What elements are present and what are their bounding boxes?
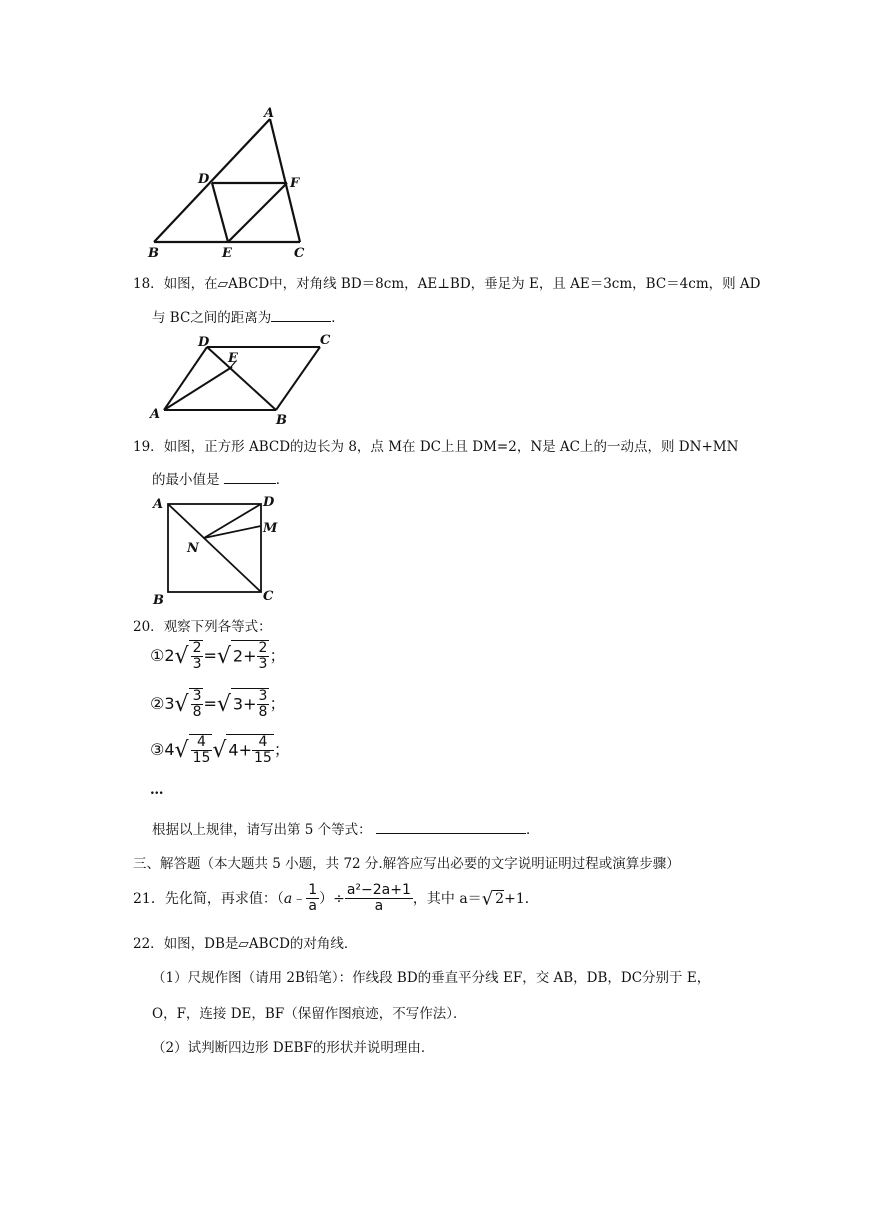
q21-frac1-den: a bbox=[308, 898, 317, 915]
eq2-mark: ② bbox=[150, 693, 165, 713]
label-b: B bbox=[153, 593, 164, 607]
q20-period: ． bbox=[525, 822, 540, 838]
q22-part2: （2）试判断四边形 DEBF的形状并说明理由． bbox=[152, 1040, 435, 1056]
q20-dots: … bbox=[150, 782, 164, 798]
q21-root: 2 bbox=[495, 891, 505, 908]
q22-number: 22． bbox=[133, 936, 164, 952]
q18-line2 bbox=[152, 306, 345, 326]
eq1-coef: 2 bbox=[164, 645, 175, 665]
q21-frac2-den: a bbox=[374, 898, 384, 915]
label-a: A bbox=[150, 407, 161, 422]
q20-title bbox=[133, 615, 272, 635]
q20-eq2: ②3√ $\frac{3}{8}$ =√ 3+ $\frac{3}{8}$ ； bbox=[150, 688, 286, 721]
q21-frac1-num: 1 bbox=[308, 882, 318, 898]
eq3-num: 4 bbox=[191, 735, 213, 751]
eq1-op: = bbox=[203, 645, 217, 665]
q19-text: 如图，正方形 ABCD的边长为 8，点 M在 DC上且 DM=2，N是 AC上的一动点，则 DN+MN bbox=[163, 439, 739, 455]
figure-square bbox=[145, 492, 295, 607]
q18-number: 18． bbox=[133, 276, 164, 292]
eq2-base: 3+ bbox=[232, 694, 257, 714]
eq3-end: ； bbox=[273, 739, 290, 759]
eq2-den: 8 bbox=[192, 704, 202, 721]
q19-line1 bbox=[133, 435, 738, 455]
figure-triangle-def bbox=[140, 105, 320, 265]
q21-frac2-num: a²−2a+1 bbox=[346, 882, 411, 898]
q18-text: 如图，在▱ABCD中，对角线 BD＝8cm，AE⊥BD，垂足为 E，且 AE＝3cm，BC＝4cm，则 AD bbox=[163, 276, 761, 292]
eq2-num: 3 bbox=[192, 688, 202, 704]
q18-line1 bbox=[133, 272, 760, 292]
eq3-den: 15 bbox=[192, 750, 211, 767]
eq2-end: ； bbox=[269, 693, 286, 713]
eq1-mark: ① bbox=[150, 645, 165, 665]
q19-answer-blank[interactable] bbox=[224, 471, 276, 484]
eq2-den2: 8 bbox=[258, 704, 268, 721]
q20-ask-text: 根据以上规律，请写出第 5 个等式： bbox=[152, 822, 372, 838]
label-f: F bbox=[290, 176, 300, 191]
eq3-coef: 4 bbox=[164, 739, 175, 759]
eq1-den: 3 bbox=[192, 656, 202, 673]
eq1-base: 2+ bbox=[232, 646, 257, 666]
label-c: C bbox=[263, 589, 274, 604]
label-d: D bbox=[198, 172, 210, 187]
label-a: A bbox=[264, 106, 275, 121]
label-a: A bbox=[153, 497, 164, 512]
label-c: C bbox=[294, 246, 305, 261]
q21-text: 先化简，再求值：（ bbox=[164, 890, 284, 907]
eq3-base: 4+ bbox=[228, 740, 253, 760]
q20-ask bbox=[152, 818, 539, 838]
q21-text-2: ，其中 a＝ bbox=[412, 890, 482, 907]
eq1-num2: 2 bbox=[258, 640, 268, 656]
label-e: E bbox=[228, 351, 238, 366]
q21-var-a: a bbox=[283, 890, 293, 907]
q22-part1a: （1）尺规作图（请用 2B铅笔）：作线段 BD的垂直平分线 EF，交 AB，DB，DC分别于 E， bbox=[152, 970, 711, 986]
q19-number: 19． bbox=[133, 439, 164, 455]
q21-text-3: +1． bbox=[504, 890, 539, 907]
section-3-heading: 三、解答题（本大题共 5 小题，共 72 分.解答应写出必要的文字说明证明过程或演算步骤） bbox=[133, 856, 680, 872]
eq3-num2: 4 bbox=[252, 735, 274, 751]
eq2-num2: 3 bbox=[258, 688, 268, 704]
label-b: B bbox=[276, 413, 287, 428]
q18-period: ． bbox=[331, 310, 345, 326]
label-e: E bbox=[222, 246, 232, 261]
figure-parallelogram bbox=[140, 330, 360, 430]
q22-line1 bbox=[133, 932, 357, 952]
label-d: D bbox=[198, 335, 210, 350]
q20-eq1: ①2√ $\frac{2}{3}$ =√ 2+ $\frac{2}{3}$ ； bbox=[150, 640, 286, 673]
q20-text: 观察下列各等式： bbox=[163, 619, 272, 635]
eq2-coef: 3 bbox=[164, 693, 175, 713]
q22-text: 如图，DB是▱ABCD的对角线． bbox=[163, 936, 358, 952]
q18-answer-blank[interactable] bbox=[271, 309, 331, 322]
label-b: B bbox=[148, 246, 159, 261]
eq2-op: = bbox=[203, 693, 217, 713]
q21-divide: ）÷ bbox=[319, 890, 345, 907]
label-d: D bbox=[263, 495, 275, 510]
q19-period: ． bbox=[275, 472, 290, 488]
eq1-num: 2 bbox=[192, 640, 202, 656]
q21-minus: ﹣ bbox=[292, 890, 307, 907]
q18-text-2: 与 BC之间的距离为 bbox=[152, 310, 272, 326]
q20-number: 20． bbox=[133, 619, 164, 635]
label-m: M bbox=[263, 521, 278, 536]
q21-number: 21． bbox=[133, 890, 165, 907]
eq1-end: ； bbox=[269, 645, 286, 665]
q20-eq3: ③4√ $\frac{4}{15}$ √ 4+ $\frac{4}{15}$ ； bbox=[150, 734, 290, 767]
label-n: N bbox=[187, 541, 199, 556]
q22-part1b: O，F，连接 DE，BF（保留作图痕迹，不写作法）． bbox=[152, 1006, 467, 1022]
label-c: C bbox=[320, 333, 331, 348]
q21: 21．先化简，再求值：（a﹣ $\frac{1}{a}$ ）÷ $\frac{\text{a²−2a+1}}{a}$ ，其中 a＝√ 2+1． bbox=[133, 882, 539, 915]
q19-text-2: 的最小值是 bbox=[152, 472, 220, 488]
eq1-den2: 3 bbox=[258, 656, 268, 673]
eq3-den2: 15 bbox=[254, 750, 272, 767]
q20-answer-blank[interactable] bbox=[376, 821, 526, 834]
q19-line2 bbox=[152, 468, 289, 488]
eq3-mark: ③ bbox=[150, 739, 165, 759]
